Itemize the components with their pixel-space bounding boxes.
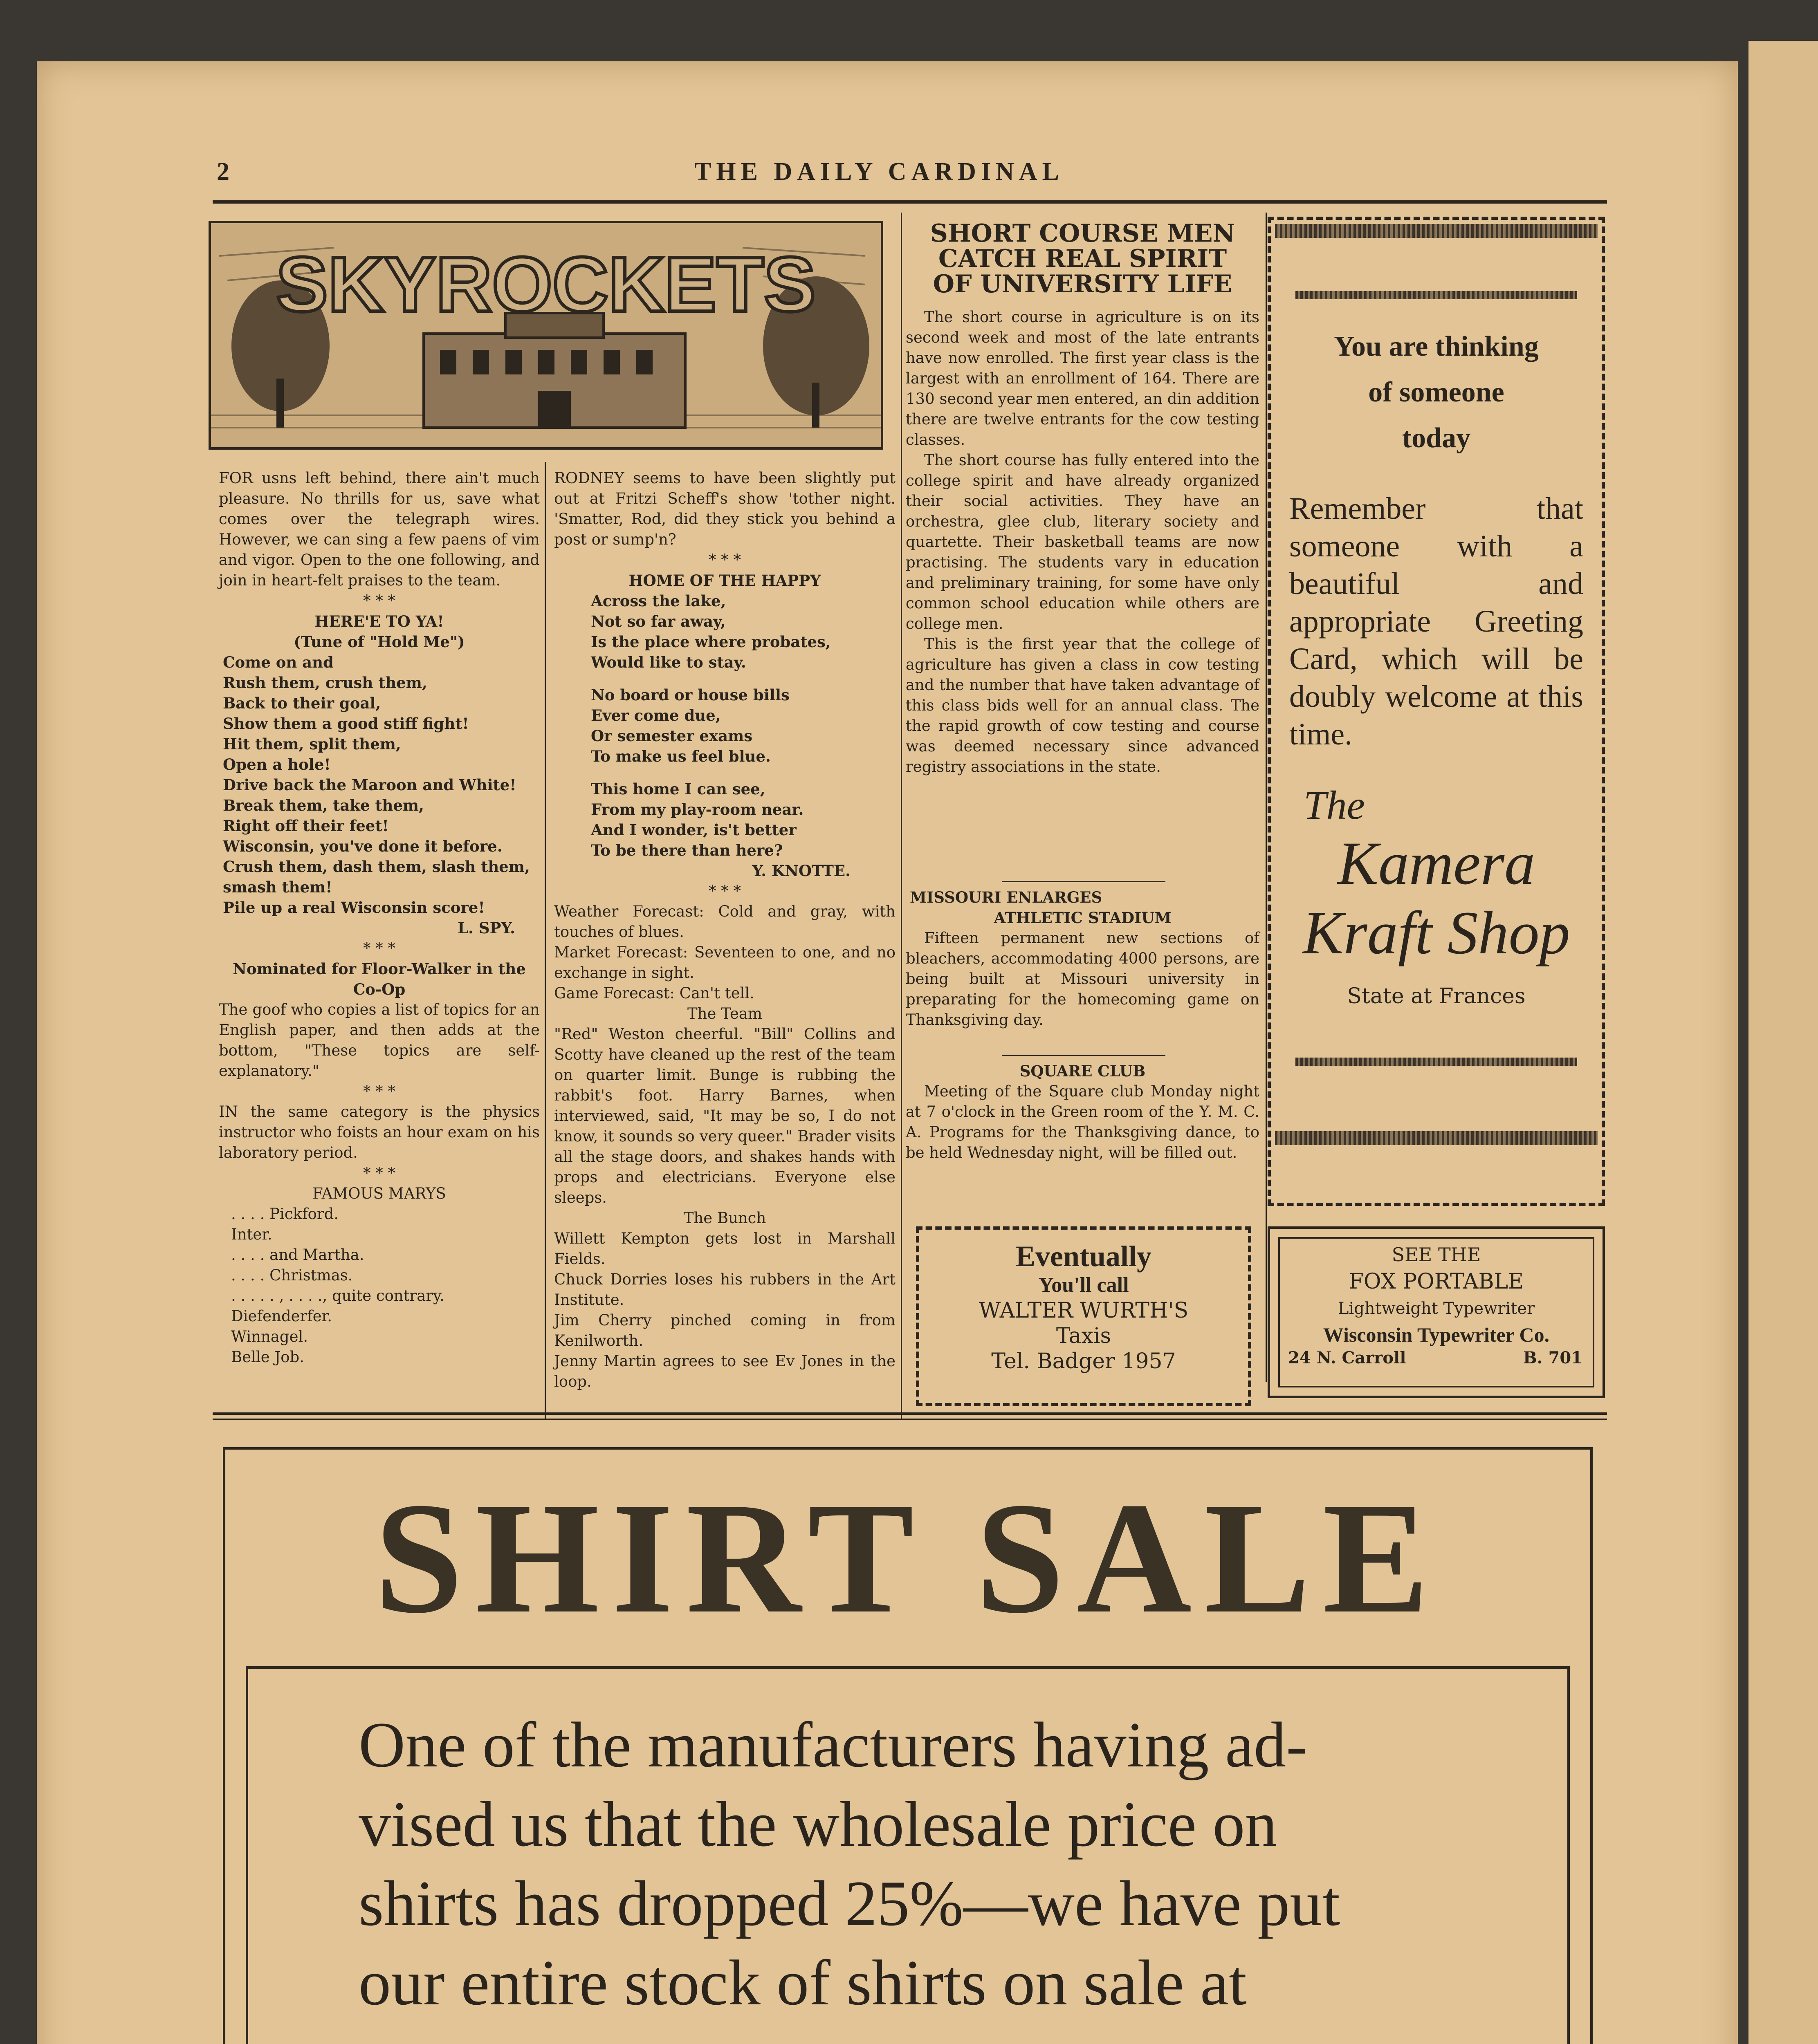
bunch-title: The Bunch xyxy=(683,1209,766,1227)
fox-address-row xyxy=(1280,1348,1593,1373)
fox-line-portable: FOX PORTABLE xyxy=(1349,1269,1524,1294)
skyrockets-column-2 xyxy=(554,468,896,1392)
shirt-sale-title: SHIRT SALE xyxy=(374,1470,1441,1646)
shirt-sale-body-box xyxy=(246,1666,1570,2044)
campus-illustration xyxy=(211,223,881,447)
section-divider-stars: * * * xyxy=(363,939,396,957)
bunch-paragraph: Willett Kempton gets lost in Marshall Fields. xyxy=(554,1230,896,1268)
taxi-phone: Tel. Badger 1957 xyxy=(991,1349,1176,1374)
short-course-paragraph-1: The short course in agriculture is on its second week and most of the late entrants have now enrolled. The first year class is the largest with an enrollment of 164. There are 130 second year men entered, an din addition there are twelve entrants for the cow testing classes. xyxy=(906,308,1259,448)
song-title: HERE'E TO YA! xyxy=(314,612,444,630)
taxi-line-call: You'll call xyxy=(1038,1273,1129,1297)
song-line: Wisconsin, you've done it before. xyxy=(223,837,503,855)
song-line: Pile up a real Wisconsin score! xyxy=(223,899,485,917)
taxi-line-eventually: Eventually xyxy=(1015,1240,1152,1273)
ornament-bar xyxy=(1295,1058,1577,1066)
poem-line: Or semester exams xyxy=(591,727,753,745)
section-rule xyxy=(213,1412,1607,1415)
song-line: Rush them, crush them, xyxy=(223,674,427,692)
nominated-paragraph-1: The goof who copies a list of topics for an English paper, and then adds at the bottom, "These topics are self-explanatory." xyxy=(219,1001,540,1080)
poem-line xyxy=(591,766,896,779)
bunch-paragraph: Jim Cherry pinched coming in from Kenilworth. xyxy=(554,1311,896,1349)
song-line: Come on and xyxy=(223,653,334,671)
famous-mary-item: Diefenderfer. xyxy=(231,1307,332,1325)
game-forecast: Game Forecast: Can't tell. xyxy=(554,984,754,1002)
poem-line: Is the place where probates, xyxy=(591,633,831,651)
poem-line xyxy=(591,672,896,685)
song-line: Open a hole! xyxy=(223,755,331,773)
fox-address: 24 N. Carroll xyxy=(1288,1348,1406,1367)
kamera-name-line-1: Kamera xyxy=(1337,829,1535,897)
nominated-paragraph-2: IN the same category is the physics instructor who foists an hour exam on his laboratory period. xyxy=(219,1103,540,1161)
kamera-kraft-advertisement xyxy=(1268,217,1605,1206)
shirt-sale-body-line: One of the manufacturers having ad- xyxy=(359,1709,1308,1781)
missouri-headline-2: ATHLETIC STADIUM xyxy=(994,909,1172,927)
article-divider xyxy=(1002,1055,1165,1056)
column-divider xyxy=(901,213,902,1419)
skyrockets-column-1 xyxy=(219,468,540,1367)
poem-line: Would like to stay. xyxy=(591,653,746,671)
famous-mary-item: Winnagel. xyxy=(231,1328,308,1345)
kamera-line-3: today xyxy=(1402,422,1471,454)
missouri-article xyxy=(906,887,1259,1030)
poem-signature: Y. KNOTTE. xyxy=(752,862,851,880)
short-course-headline-1: SHORT COURSE MEN xyxy=(930,219,1235,248)
song-line: Drive back the Maroon and White! xyxy=(223,776,516,794)
poem-line: And I wonder, is't better xyxy=(591,821,797,839)
ornament-bar xyxy=(1275,224,1598,238)
poem-line: This home I can see, xyxy=(591,780,765,798)
nominated-title: Nominated for Floor-Walker in the Co-Op xyxy=(233,960,526,998)
section-divider-stars: * * * xyxy=(363,1083,396,1100)
kamera-line-2: of someone xyxy=(1368,377,1504,408)
short-course-headline-3: OF UNIVERSITY LIFE xyxy=(933,270,1232,298)
song-line: Crush them, dash them, slash them, smash them! xyxy=(223,858,530,896)
banner-title: SKYROCKETS xyxy=(276,241,816,328)
column-divider xyxy=(1266,213,1267,1382)
article-divider xyxy=(1002,881,1165,882)
column-divider xyxy=(545,462,546,1419)
famous-mary-item: . . . . . , . . . ., quite contrary. xyxy=(231,1287,444,1304)
famous-mary-item: . . . . and Martha. xyxy=(231,1246,364,1264)
poem-line: Across the lake, xyxy=(591,592,726,610)
kamera-address: State at Frances xyxy=(1347,984,1526,1009)
poem-title: HOME OF THE HAPPY xyxy=(628,572,821,589)
song-line: Hit them, split them, xyxy=(223,735,401,753)
fox-line-lightweight: Lightweight Typewriter xyxy=(1338,1299,1535,1318)
kamera-body: Remember that someone with a beautiful and appropriate Greeting Card, which will be doubly welcome at this time. xyxy=(1289,491,1583,751)
next-page-edge xyxy=(1748,41,1818,2044)
rodney-paragraph: RODNEY seems to have been slightly put out at Fritzi Scheff's show 'tother night. 'Smatter, Rod, did they stick you behind a post or sump'n? xyxy=(554,469,896,548)
square-club-body: Meeting of the Square club Monday night at 7 o'clock in the Green room of the Y. M. C. A. Programs for the Thanksgiving dance, to be held Wednesday night, will be filled out. xyxy=(906,1083,1259,1161)
fox-phone: B. 701 xyxy=(1523,1348,1582,1367)
taxi-line-taxis: Taxis xyxy=(1056,1324,1111,1348)
skyrockets-banner xyxy=(209,221,883,450)
square-club-headline: SQUARE CLUB xyxy=(1019,1062,1146,1080)
song-line: Show them a good stiff fight! xyxy=(223,715,469,733)
poem-line: Not so far away, xyxy=(591,612,726,630)
shirt-sale-body-line: shirts has dropped 25%—we have put xyxy=(359,1868,1340,1939)
square-club-article xyxy=(906,1061,1259,1163)
fox-line-see: SEE THE xyxy=(1392,1244,1481,1266)
taxi-advertisement xyxy=(916,1226,1251,1406)
page-number: 2 xyxy=(217,158,229,186)
bunch-paragraph: Jenny Martin agrees to see Ev Jones in the loop. xyxy=(554,1352,896,1390)
short-course-article xyxy=(906,221,1259,777)
missouri-headline-1: MISSOURI ENLARGES xyxy=(910,888,1102,906)
famous-mary-item: . . . . Pickford. xyxy=(231,1205,339,1223)
song-signature: L. SPY. xyxy=(458,919,515,937)
taxi-company-name: WALTER WURTH'S xyxy=(979,1298,1189,1323)
kamera-name-line-2: Kraft Shop xyxy=(1302,899,1570,967)
bunch-paragraph: Chuck Dorries loses his rubbers in the Art Institute. xyxy=(554,1271,896,1309)
weather-forecast: Weather Forecast: Cold and gray, with touches of blues. xyxy=(554,903,896,941)
short-course-headline-2: CATCH REAL SPIRIT xyxy=(938,244,1227,273)
shirt-sale-body-line: our entire stock of shirts on sale at xyxy=(359,1947,1247,2019)
poem-line: To make us feel blue. xyxy=(591,747,771,765)
section-divider-stars: * * * xyxy=(363,1164,396,1182)
section-divider-stars: * * * xyxy=(708,551,741,569)
song-line: Back to their goal, xyxy=(223,694,381,712)
skyrockets-intro: FOR usns left behind, there ain't much pleasure. No thrills for us, save what comes over the telegraph wires. However, we can sing a few paens of vim and vigor. Open to the one following, and join in heart-felt praises to the team. xyxy=(219,469,540,589)
shirt-sale-body-line: vised us that the wholesale price on xyxy=(359,1788,1277,1860)
section-divider-stars: * * * xyxy=(363,592,396,610)
poem-line: No board or house bills xyxy=(591,686,790,704)
poem-line: From my play-room near. xyxy=(591,800,804,818)
famous-marys-title: FAMOUS MARYS xyxy=(312,1185,446,1202)
section-divider-stars: * * * xyxy=(708,882,741,900)
famous-mary-item: Inter. xyxy=(231,1226,272,1243)
missouri-body: Fifteen permanent new sections of bleachers, accommodating 4000 persons, are being built at Missouri university in preparating for the homecoming game on Thanksgiving day. xyxy=(906,929,1259,1029)
shirt-sale-body xyxy=(359,1706,1463,2023)
header-rule xyxy=(213,200,1607,204)
song-line: Break them, take them, xyxy=(223,796,424,814)
fox-company: Wisconsin Typewriter Co. xyxy=(1323,1323,1550,1346)
masthead-title: THE DAILY CARDINAL xyxy=(694,158,1064,186)
song-tune: (Tune of "Hold Me") xyxy=(294,633,465,651)
song-line: Right off their feet! xyxy=(223,817,389,835)
fox-typewriter-advertisement xyxy=(1268,1226,1605,1398)
poem-lines xyxy=(554,591,896,861)
kamera-the: The xyxy=(1304,782,1365,828)
team-title: The Team xyxy=(687,1005,762,1022)
short-course-paragraph-2: The short course has fully entered into the college spirit and have already organized their social activities. They have an orchestra, glee club, literary society and quartette. Their basketball teams are now practising. The students vary in education and preliminary training, for some have only common school education while others are college men. xyxy=(906,451,1259,632)
poem-line: To be there than here? xyxy=(591,841,783,859)
famous-mary-item: . . . . Christmas. xyxy=(231,1266,353,1284)
team-paragraph: "Red" Weston cheerful. "Bill" Collins and Scotty have cleaned up the rest of the team on quarter limit. Bunge is rubbing the rabbit's foot. Harry Barnes, when interviewed, said, "It may be so, I do not know, it sounds so very queer." Brader visits all the stage doors, and shakes hands with props and electricians. Everyone else sleeps. xyxy=(554,1025,896,1206)
ornament-bar xyxy=(1275,1131,1598,1145)
section-rule xyxy=(213,1419,1607,1420)
kamera-line-1: You are thinking xyxy=(1334,331,1539,362)
song-lyrics xyxy=(219,652,540,918)
famous-mary-item: Belle Job. xyxy=(231,1348,304,1366)
poem-line: Ever come due, xyxy=(591,706,721,724)
short-course-paragraph-3: This is the first year that the college of agriculture has given a class in cow testing and the number that have taken advantage of this class bids well for an annual class. The the rapid growth of cow testing and course was deemed necessary since advanced registry associations in the state. xyxy=(906,635,1259,775)
bunch-paragraphs xyxy=(554,1228,896,1392)
shirt-sale-advertisement xyxy=(223,1447,1593,2044)
fox-inner-border xyxy=(1278,1237,1594,1387)
ornament-bar xyxy=(1295,291,1577,299)
market-forecast: Market Forecast: Seventeen to one, and no exchange in sight. xyxy=(554,944,896,982)
famous-marys-list xyxy=(219,1204,540,1367)
